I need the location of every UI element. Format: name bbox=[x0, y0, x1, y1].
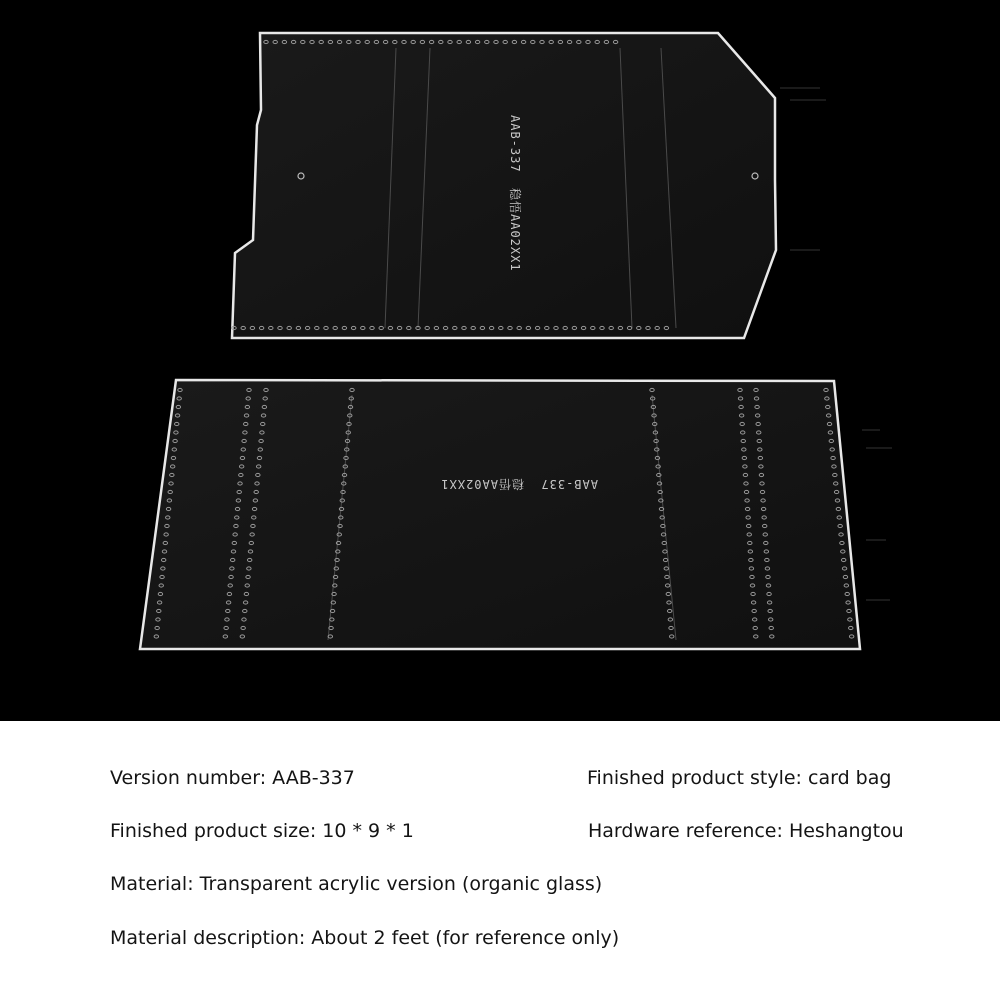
acrylic-template-bottom bbox=[140, 380, 892, 649]
product-spec-panel bbox=[0, 721, 1000, 1000]
spec-material: Material: Transparent acrylic version (organic glass) bbox=[110, 873, 603, 895]
spec-hardware-reference: Hardware reference: Heshangtou bbox=[588, 820, 904, 842]
engraving-extra-bottom: 稳悟AA02XX1 bbox=[440, 477, 524, 491]
engraving-code-bottom: AAB-337 bbox=[540, 477, 598, 491]
engraving-extra-top: 稳悟AA02XX1 bbox=[508, 188, 522, 272]
spec-material-description: Material description: About 2 feet (for reference only) bbox=[110, 927, 620, 949]
spec-version-number: Version number: AAB-337 bbox=[110, 767, 355, 789]
spec-product-size: Finished product size: 10 * 9 * 1 bbox=[110, 820, 414, 842]
spec-product-style: Finished product style: card bag bbox=[587, 767, 892, 789]
engraving-code-top: AAB-337 bbox=[508, 115, 522, 173]
acrylic-template-top bbox=[232, 33, 826, 338]
